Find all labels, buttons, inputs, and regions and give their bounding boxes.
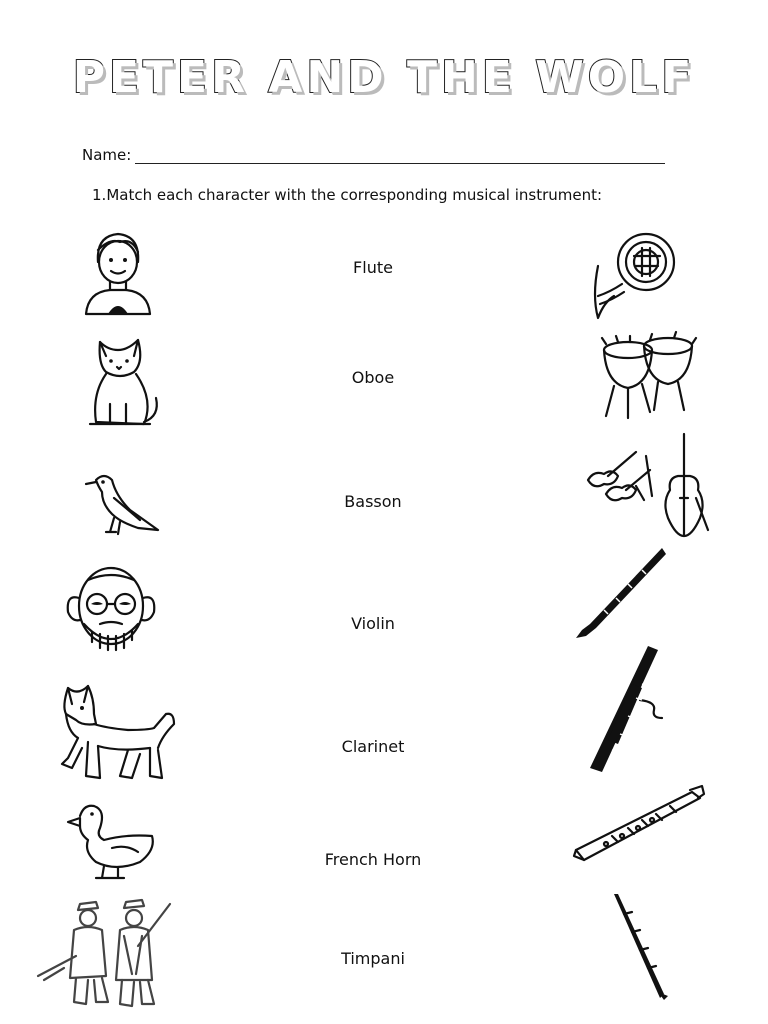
boy-icon (80, 228, 156, 318)
word-timpani: Timpani (341, 949, 405, 968)
word-flute: Flute (353, 258, 393, 277)
name-field[interactable] (82, 146, 665, 164)
flute-icon (572, 780, 706, 864)
hunters-icon (36, 896, 172, 1014)
duck-icon (66, 800, 158, 880)
word-basson: Basson (344, 492, 402, 511)
worksheet-title: PETER AND THE WOLF (72, 52, 696, 103)
wolf-icon (58, 684, 178, 784)
bassoon-icon (582, 644, 672, 776)
oboe-icon (604, 892, 672, 1002)
violin-cello-icon (584, 432, 716, 540)
grandfather-icon (62, 562, 160, 658)
bird-icon (84, 470, 164, 540)
timpani-icon (600, 332, 700, 422)
instruction-number: 1. (92, 186, 107, 204)
word-violin: Violin (351, 614, 395, 633)
instruction (92, 186, 602, 204)
french-horn-icon (590, 226, 690, 322)
instruction-text: Match each character with the corresponding musical instrument: (106, 186, 603, 204)
name-underline[interactable] (135, 147, 665, 164)
cat-icon (84, 334, 162, 430)
word-clarinet: Clarinet (341, 737, 405, 756)
name-label: Name: (82, 146, 132, 164)
word-french-horn: French Horn (324, 850, 422, 869)
clarinet-icon (572, 544, 668, 642)
word-oboe: Oboe (351, 368, 395, 387)
